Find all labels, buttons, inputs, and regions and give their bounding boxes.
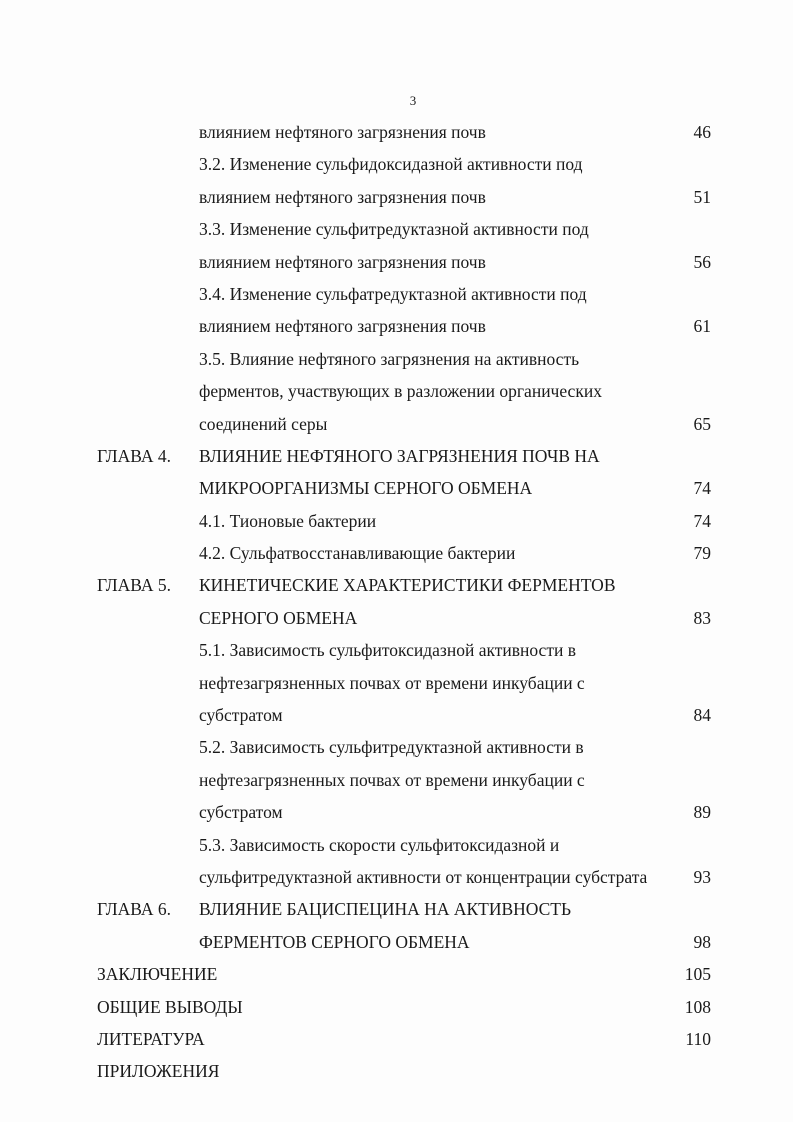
toc-entry-title: субстратом — [199, 802, 283, 823]
toc-entry-title: сульфитредуктазной активности от концентрации субстрата — [199, 866, 648, 887]
toc-entry-title: соединений серы — [199, 413, 328, 434]
toc-page-number: 56 — [693, 251, 711, 272]
toc-entry — [0, 537, 793, 569]
toc-entry-title: КИНЕТИЧЕСКИЕ ХАРАКТЕРИСТИКИ ФЕРМЕНТОВ — [199, 575, 616, 596]
toc-entry — [0, 667, 793, 699]
toc-entry — [0, 991, 793, 1023]
toc-page-number: 93 — [693, 866, 711, 887]
toc-entry — [0, 699, 793, 731]
toc-entry — [0, 408, 793, 440]
toc-entry — [0, 1023, 793, 1055]
toc-entry — [0, 602, 793, 634]
toc-entry — [0, 310, 793, 342]
toc-entry-title: влиянием нефтяного загрязнения почв — [199, 186, 486, 207]
toc-entry-title: влиянием нефтяного загрязнения почв — [199, 122, 486, 142]
toc-entry — [0, 569, 793, 601]
toc-entry — [0, 472, 793, 504]
toc-page-number: 84 — [693, 705, 711, 726]
toc-entry — [0, 116, 793, 148]
toc-entry-title: влиянием нефтяного загрязнения почв — [199, 251, 486, 272]
toc-page-number: 74 — [693, 478, 711, 499]
toc-entry-title: нефтезагрязненных почвах от времени инкубации с — [199, 769, 585, 790]
toc-entry — [0, 634, 793, 666]
toc-entry-title: 4.2. Сульфатвосстанавливающие бактерии — [199, 543, 516, 564]
toc-chapter-label: ГЛАВА 5. — [97, 575, 172, 596]
toc-entry — [0, 861, 793, 893]
toc-page-number: 110 — [685, 1028, 711, 1049]
toc-page-number: 79 — [693, 543, 711, 564]
toc-page-number: 105 — [684, 964, 711, 985]
toc-entry-title: ЛИТЕРАТУРА — [97, 1028, 205, 1049]
toc-entry-title: ФЕРМЕНТОВ СЕРНОГО ОБМЕНА — [199, 931, 470, 952]
toc-entry — [0, 246, 793, 278]
toc-entry-title: 3.5. Влияние нефтяного загрязнения на активность — [199, 348, 580, 369]
toc-entry-title: субстратом — [199, 705, 283, 726]
toc-entry-title: 3.2. Изменение сульфидоксидазной активности под — [199, 154, 583, 175]
toc-chapter-label: ГЛАВА 4. — [97, 445, 172, 466]
toc-entry — [0, 181, 793, 213]
toc-page-number: 61 — [693, 316, 711, 337]
toc-entry — [0, 764, 793, 796]
toc-entry — [0, 829, 793, 861]
toc-entry — [0, 796, 793, 828]
toc-entry-title: 5.1. Зависимость сульфитоксидазной активности в — [199, 640, 576, 661]
toc-page-number: 98 — [693, 931, 711, 952]
toc-entry-title: ОБЩИЕ ВЫВОДЫ — [97, 996, 243, 1017]
toc-entry-title: МИКРООРГАНИЗМЫ СЕРНОГО ОБМЕНА — [199, 478, 533, 499]
toc-page-number: 74 — [693, 510, 711, 531]
toc-entry — [0, 893, 793, 925]
toc-entry-title: 3.4. Изменение сульфатредуктазной активности под — [199, 283, 587, 304]
toc-entry — [0, 278, 793, 310]
toc-entry — [0, 440, 793, 472]
toc-page-number: 108 — [684, 996, 711, 1017]
toc-page-number: 89 — [693, 802, 711, 823]
toc-entry-title: влиянием нефтяного загрязнения почв — [199, 316, 486, 337]
toc-entry — [0, 926, 793, 958]
toc-entry — [0, 343, 793, 375]
toc-entry — [0, 1055, 793, 1087]
toc-entry-title: ВЛИЯНИЕ НЕФТЯНОГО ЗАГРЯЗНЕНИЯ ПОЧВ НА — [199, 445, 600, 466]
toc-chapter-label: ГЛАВА 6. — [97, 899, 172, 920]
toc-entry — [0, 375, 793, 407]
toc-entry — [0, 731, 793, 763]
page-number: 3 — [409, 93, 417, 108]
toc-entry-title: 5.2. Зависимость сульфитредуктазной активности в — [199, 737, 584, 758]
toc-entry — [0, 213, 793, 245]
toc-page-number: 83 — [693, 607, 711, 628]
toc-entry-title: 3.3. Изменение сульфитредуктазной активности под — [199, 219, 589, 240]
toc-page-number: 46 — [693, 122, 711, 142]
toc-page-number: 65 — [693, 413, 711, 434]
toc-entry-title: ПРИЛОЖЕНИЯ — [97, 1061, 220, 1082]
toc-entry-title: 4.1. Тионовые бактерии — [199, 510, 377, 531]
table-of-contents — [0, 116, 793, 1088]
toc-page-number: 51 — [693, 186, 711, 207]
toc-entry-title: ЗАКЛЮЧЕНИЕ — [97, 964, 218, 985]
toc-entry — [0, 958, 793, 990]
toc-entry-title: ВЛИЯНИЕ БАЦИСПЕЦИНА НА АКТИВНОСТЬ — [199, 899, 572, 920]
toc-entry-title: 5.3. Зависимость скорости сульфитоксидазной и — [199, 834, 560, 855]
toc-entry — [0, 505, 793, 537]
toc-entry — [0, 148, 793, 180]
toc-entry-title: СЕРНОГО ОБМЕНА — [199, 607, 358, 628]
toc-entry-title: ферментов, участвующих в разложении органических — [199, 381, 602, 402]
toc-entry-title: нефтезагрязненных почвах от времени инкубации с — [199, 672, 585, 693]
